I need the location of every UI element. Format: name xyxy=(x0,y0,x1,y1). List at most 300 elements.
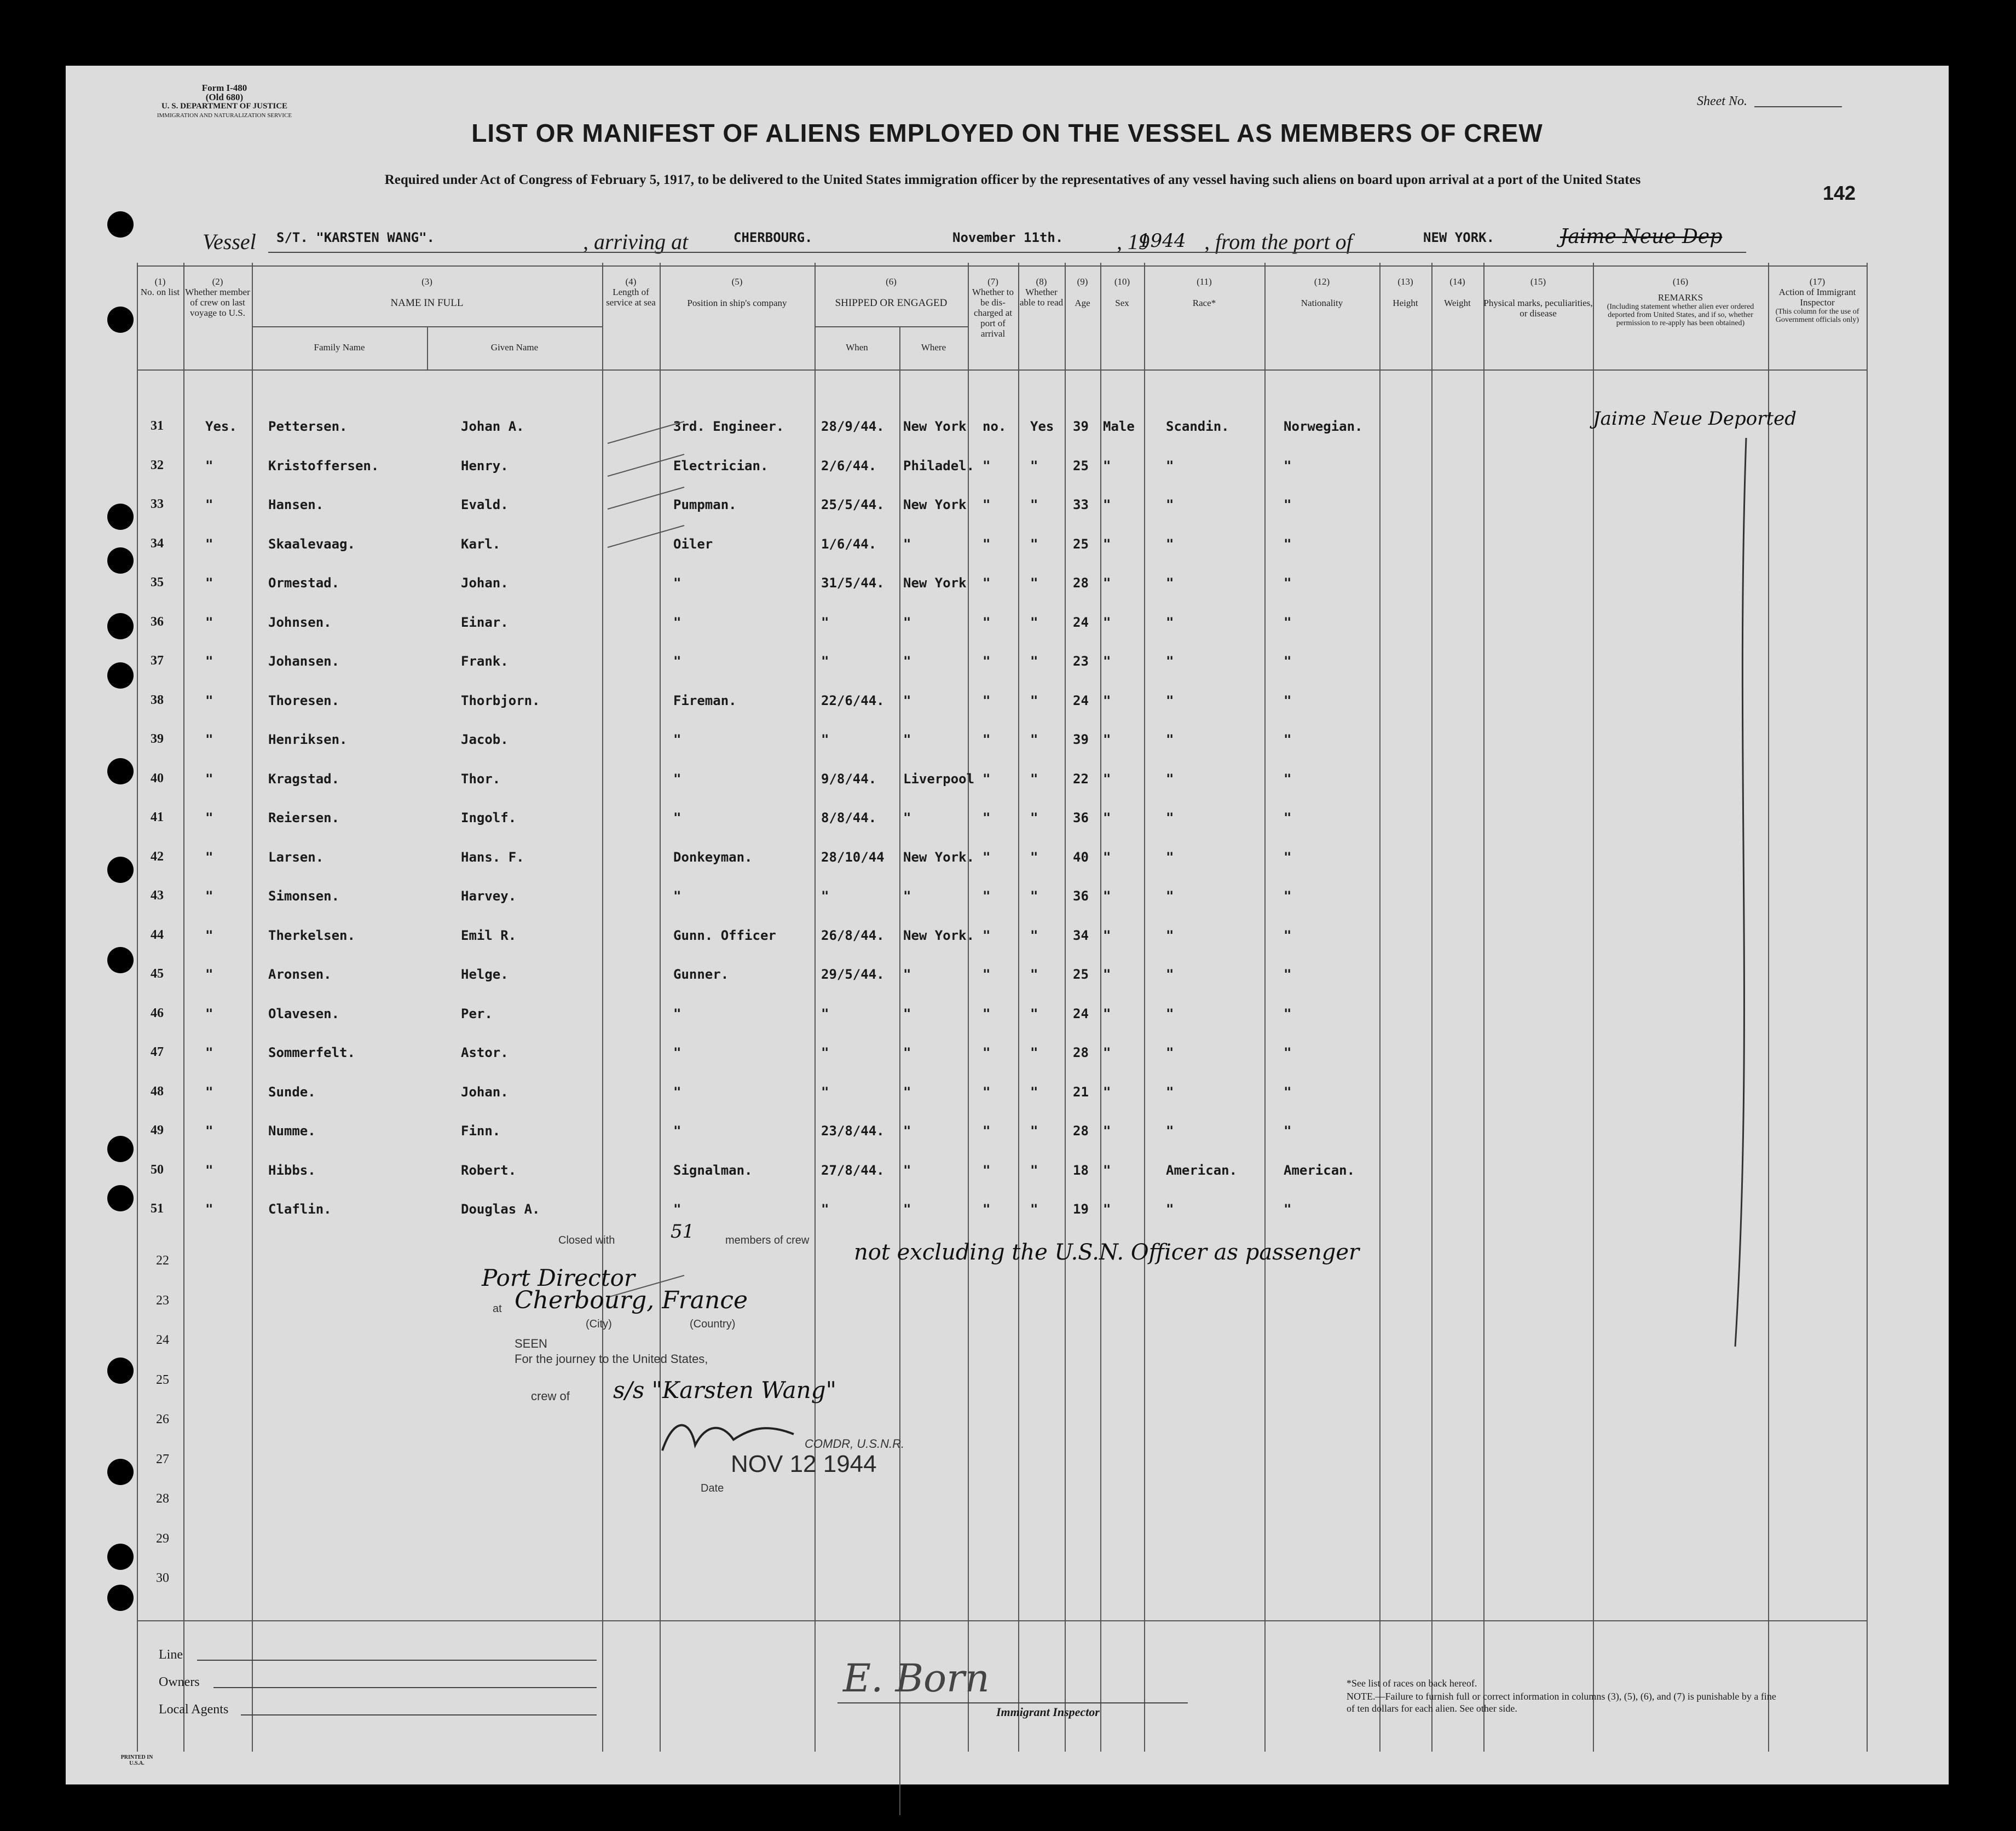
cell-discharged: " xyxy=(983,1006,991,1021)
cell-family: Olavesen. xyxy=(268,1006,340,1021)
cell-age: 25 xyxy=(1073,536,1089,552)
col-head-15: (15) Physical marks, peculiarities, or disease xyxy=(1483,276,1593,319)
cell-sex: " xyxy=(1103,1162,1111,1178)
cell-where: " xyxy=(903,888,911,904)
punch-hole xyxy=(107,1544,134,1570)
members-label: members of crew xyxy=(725,1234,810,1246)
year-prefix: , 19 xyxy=(1117,229,1149,254)
row-number: 46 xyxy=(151,1006,164,1020)
from-port: NEW YORK. xyxy=(1423,230,1495,245)
cell-given: Henry. xyxy=(461,458,509,473)
cell-nationality: " xyxy=(1284,692,1292,708)
cell-when: 22/6/44. xyxy=(821,692,885,708)
cell-nationality: " xyxy=(1284,849,1292,865)
cell-when: 28/9/44. xyxy=(821,419,885,434)
cell-family: Reiersen. xyxy=(268,810,340,825)
from-port-label: , from the port of xyxy=(1204,229,1353,254)
line-label: Line xyxy=(159,1648,183,1662)
row-number: 39 xyxy=(151,732,164,746)
cell-race: " xyxy=(1166,1045,1174,1060)
cell-prev: " xyxy=(205,771,213,787)
cell-race: " xyxy=(1166,575,1174,591)
city-label: (City) xyxy=(586,1318,612,1330)
cell-age: 24 xyxy=(1073,614,1089,630)
cell-family: Sommerfelt. xyxy=(268,1045,355,1060)
punch-hole xyxy=(107,211,134,238)
cell-where: New York. xyxy=(903,927,975,943)
cell-read: " xyxy=(1030,1084,1038,1100)
cell-when: 31/5/44. xyxy=(821,575,885,591)
row-number: 35 xyxy=(151,575,164,590)
cell-given: Finn. xyxy=(461,1123,501,1139)
cell-race: " xyxy=(1166,771,1174,787)
cell-age: 25 xyxy=(1073,967,1089,982)
cell-position: Donkeyman. xyxy=(673,849,753,865)
punch-hole xyxy=(107,1185,134,1211)
cell-when: " xyxy=(821,732,829,747)
col-head-6-where: Where xyxy=(921,342,946,353)
cell-where: " xyxy=(903,967,911,982)
row-number: 25 xyxy=(156,1372,169,1387)
cell-race: American. xyxy=(1166,1162,1238,1178)
cell-nationality: " xyxy=(1284,771,1292,787)
cell-nationality: " xyxy=(1284,1045,1292,1060)
cell-sex: " xyxy=(1103,888,1111,904)
closing-note: not excluding the U.S.N. Officer as passenger xyxy=(854,1240,1360,1265)
col-head-4: (4) Length of service at sea xyxy=(606,276,656,308)
cell-nationality: " xyxy=(1284,654,1292,669)
col-head-8: (8) Whether able to read xyxy=(1019,276,1064,308)
cell-prev: " xyxy=(205,888,213,904)
cell-when: " xyxy=(821,888,829,904)
row-number: 47 xyxy=(151,1045,164,1059)
cell-where: " xyxy=(903,692,911,708)
struck-handwriting: Jaime Neue Dep xyxy=(1560,226,1723,248)
cell-read: " xyxy=(1030,1202,1038,1217)
cell-when: 27/8/44. xyxy=(821,1162,885,1178)
crew-of-label: crew of xyxy=(531,1389,570,1403)
cell-family: Johansen. xyxy=(268,654,340,669)
row-number: 28 xyxy=(156,1492,169,1506)
cell-nationality: " xyxy=(1284,810,1292,825)
sheet-number-line xyxy=(1754,106,1842,107)
cell-given: Emil R. xyxy=(461,927,517,943)
row-number: 50 xyxy=(151,1162,164,1177)
cell-family: Henriksen. xyxy=(268,732,348,747)
cell-prev: " xyxy=(205,575,213,591)
cell-prev: " xyxy=(205,497,213,512)
cell-when: 8/8/44. xyxy=(821,810,877,825)
inspector-rule xyxy=(837,1702,1188,1703)
row-number: 31 xyxy=(151,419,164,433)
cell-position: " xyxy=(673,732,681,747)
fine-note: NOTE.—Failure to furnish full or correct information in columns (3), (5), (6), and (7) is punishable by a fine of ten dollars for each alien. See other side. xyxy=(1347,1691,1776,1714)
cell-sex: " xyxy=(1103,1123,1111,1139)
date-label: Date xyxy=(701,1482,724,1494)
cell-family: Ormestad. xyxy=(268,575,340,591)
cell-read: " xyxy=(1030,1162,1038,1178)
sheet-number-label: Sheet No. xyxy=(1697,94,1747,108)
cell-prev: " xyxy=(205,536,213,552)
races-note: *See list of races on back hereof. xyxy=(1347,1678,1477,1689)
cell-age: 28 xyxy=(1073,575,1089,591)
cell-race: " xyxy=(1166,497,1174,512)
cell-family: Kragstad. xyxy=(268,771,340,787)
row-number: 43 xyxy=(151,888,164,903)
cell-discharged: " xyxy=(983,654,991,669)
cell-read: " xyxy=(1030,810,1038,825)
row-number: 51 xyxy=(151,1202,164,1216)
cell-where: " xyxy=(903,654,911,669)
cell-age: 28 xyxy=(1073,1123,1089,1139)
cell-sex: " xyxy=(1103,692,1111,708)
cell-race: " xyxy=(1166,1084,1174,1100)
cell-age: 28 xyxy=(1073,1045,1089,1060)
page-subtitle: Required under Act of Congress of February 5, 1917, to be delivered to the United States immigration officer by the representatives of any vessel having such aliens on board upon arrival at a port of the United States xyxy=(384,172,1641,187)
row-number: 23 xyxy=(156,1293,169,1308)
cell-sex: " xyxy=(1103,458,1111,473)
cell-discharged: " xyxy=(983,1123,991,1139)
cell-age: 19 xyxy=(1073,1202,1089,1217)
page-number: 142 xyxy=(1823,182,1856,204)
cell-race: " xyxy=(1166,810,1174,825)
cell-prev: " xyxy=(205,1084,213,1100)
cell-read: " xyxy=(1030,732,1038,747)
col-rule xyxy=(1264,263,1266,1752)
cell-given: Johan. xyxy=(461,575,509,591)
cell-discharged: " xyxy=(983,692,991,708)
cell-family: Hibbs. xyxy=(268,1162,316,1178)
cell-when: " xyxy=(821,614,829,630)
cell-given: Thor. xyxy=(461,771,501,787)
cell-race: " xyxy=(1166,536,1174,552)
row-number: 33 xyxy=(151,497,164,511)
col-head-6: (6) SHIPPED OR ENGAGED xyxy=(835,276,948,309)
punch-hole xyxy=(107,1136,134,1162)
cell-where: " xyxy=(903,1123,911,1139)
cell-age: 22 xyxy=(1073,771,1089,787)
cell-given: Robert. xyxy=(461,1162,517,1178)
cell-prev: " xyxy=(205,614,213,630)
cell-sex: " xyxy=(1103,1045,1111,1060)
inspector-label: Immigrant Inspector xyxy=(996,1705,1100,1719)
row-number: 45 xyxy=(151,967,164,981)
cell-where: New York. xyxy=(903,849,975,865)
cell-discharged: " xyxy=(983,888,991,904)
owners-rule xyxy=(213,1687,597,1688)
col-head-3: (3) NAME IN FULL xyxy=(390,276,464,309)
col-rule xyxy=(1065,263,1066,1752)
manifest-sheet xyxy=(66,66,1949,1784)
cell-position: Electrician. xyxy=(673,458,769,473)
cell-race: " xyxy=(1166,692,1174,708)
cell-read: " xyxy=(1030,1123,1038,1139)
cell-race: Scandin. xyxy=(1166,419,1229,434)
col-head-5: (5) Position in ship's company xyxy=(687,276,787,308)
punch-hole xyxy=(107,947,134,973)
cell-where: Philadel. xyxy=(903,458,975,473)
cell-nationality: " xyxy=(1284,575,1292,591)
cell-read: " xyxy=(1030,888,1038,904)
col-head-7: (7) Whether to be dis-charged at port of arrival xyxy=(972,276,1014,339)
cell-age: 33 xyxy=(1073,497,1089,512)
cell-discharged: " xyxy=(983,1162,991,1178)
cell-position: Oiler xyxy=(673,536,713,552)
row-number: 32 xyxy=(151,458,164,472)
cell-given: Evald. xyxy=(461,497,509,512)
cell-given: Jacob. xyxy=(461,732,509,747)
table-top-rule xyxy=(137,265,1867,267)
punch-hole xyxy=(107,504,134,530)
col-rule xyxy=(968,263,969,1752)
punch-hole xyxy=(107,1585,134,1611)
cell-age: 21 xyxy=(1073,1084,1089,1100)
arriving-label: , arriving at xyxy=(583,229,689,254)
cell-discharged: " xyxy=(983,849,991,865)
cell-where: " xyxy=(903,536,911,552)
crew-ship-handwriting: s/s "Karsten Wang" xyxy=(613,1377,836,1403)
col-rule xyxy=(1483,263,1484,1752)
cell-where: New York xyxy=(903,419,967,434)
journey-label: For the journey to the United States, xyxy=(515,1352,708,1366)
cell-prev: " xyxy=(205,458,213,473)
cell-given: Einar. xyxy=(461,614,509,630)
cell-nationality: " xyxy=(1284,536,1292,552)
col-rule xyxy=(1100,263,1101,1752)
cell-when: 23/8/44. xyxy=(821,1123,885,1139)
col-rule xyxy=(1768,263,1769,1752)
punch-hole xyxy=(107,662,134,689)
remarks-handwriting: Jaime Neue Deported xyxy=(1593,408,1797,430)
cell-read: " xyxy=(1030,927,1038,943)
department-name: U. S. DEPARTMENT OF JUSTICE xyxy=(161,102,288,111)
row-number: 30 xyxy=(156,1571,169,1585)
cell-given: Astor. xyxy=(461,1045,509,1060)
cell-read: " xyxy=(1030,771,1038,787)
page-title: LIST OR MANIFEST OF ALIENS EMPLOYED ON THE VESSEL AS MEMBERS OF CREW xyxy=(471,119,1543,147)
cell-sex: " xyxy=(1103,967,1111,982)
col-head-13: (13) Height xyxy=(1393,276,1418,308)
cell-discharged: " xyxy=(983,458,991,473)
cell-prev: " xyxy=(205,849,213,865)
service-name: IMMIGRATION AND NATURALIZATION SERVICE xyxy=(157,112,292,119)
cell-age: 23 xyxy=(1073,654,1089,669)
cell-where: " xyxy=(903,614,911,630)
cell-discharged: " xyxy=(983,1045,991,1060)
cell-family: Therkelsen. xyxy=(268,927,355,943)
cell-sex: Male xyxy=(1103,419,1135,434)
cell-nationality: " xyxy=(1284,1084,1292,1100)
cell-where: " xyxy=(903,1084,911,1100)
cell-where: " xyxy=(903,1162,911,1178)
row-number: 38 xyxy=(151,692,164,707)
cell-given: Ingolf. xyxy=(461,810,517,825)
row-number: 27 xyxy=(156,1452,169,1466)
cell-prev: " xyxy=(205,692,213,708)
cell-given: Helge. xyxy=(461,967,509,982)
cell-nationality: " xyxy=(1284,1202,1292,1217)
cell-discharged: no. xyxy=(983,419,1007,434)
cell-nationality: " xyxy=(1284,497,1292,512)
cell-position: " xyxy=(673,614,681,630)
punch-hole xyxy=(107,758,134,784)
cell-read: " xyxy=(1030,692,1038,708)
cell-prev: " xyxy=(205,1045,213,1060)
cell-nationality: " xyxy=(1284,1123,1292,1139)
col-rule xyxy=(1593,263,1594,1752)
col-rule xyxy=(252,263,253,1752)
cell-given: Johan A. xyxy=(461,419,524,434)
cell-age: 34 xyxy=(1073,927,1089,943)
cell-given: Douglas A. xyxy=(461,1202,540,1217)
cell-race: " xyxy=(1166,1202,1174,1217)
cell-race: " xyxy=(1166,614,1174,630)
cell-when: " xyxy=(821,1202,829,1217)
cell-sex: " xyxy=(1103,536,1111,552)
cell-discharged: " xyxy=(983,614,991,630)
row-number: 24 xyxy=(156,1333,169,1347)
punch-hole xyxy=(107,857,134,883)
cell-race: " xyxy=(1166,458,1174,473)
row-number: 49 xyxy=(151,1123,164,1137)
cell-prev: " xyxy=(205,967,213,982)
arrival-date: November 11th. xyxy=(952,230,1064,245)
vessel-label: Vessel xyxy=(203,229,256,254)
cell-prev: " xyxy=(205,654,213,669)
row-number: 48 xyxy=(151,1084,164,1099)
cell-read: " xyxy=(1030,849,1038,865)
inspector-signature: E. Born xyxy=(843,1656,990,1701)
cell-position: Signalman. xyxy=(673,1162,753,1178)
cell-position: Pumpman. xyxy=(673,497,737,512)
cell-when: 29/5/44. xyxy=(821,967,885,982)
cell-read: " xyxy=(1030,614,1038,630)
line-rule xyxy=(197,1660,597,1661)
cell-sex: " xyxy=(1103,1202,1111,1217)
vessel-name: S/T. "KARSTEN WANG". xyxy=(276,230,435,245)
agents-rule xyxy=(241,1714,597,1716)
cell-position: " xyxy=(673,888,681,904)
cell-sex: " xyxy=(1103,771,1111,787)
cell-position: 3rd. Engineer. xyxy=(673,419,784,434)
cell-nationality: " xyxy=(1284,967,1292,982)
cell-sex: " xyxy=(1103,497,1111,512)
cell-given: Thorbjorn. xyxy=(461,692,540,708)
cell-position: " xyxy=(673,1006,681,1021)
cell-where: " xyxy=(903,1006,911,1021)
cell-sex: " xyxy=(1103,810,1111,825)
cell-family: Aronsen. xyxy=(268,967,332,982)
cell-position: " xyxy=(673,1084,681,1100)
cell-sex: " xyxy=(1103,732,1111,747)
cell-nationality: " xyxy=(1284,458,1292,473)
cell-read: " xyxy=(1030,497,1038,512)
cell-prev: " xyxy=(205,732,213,747)
cell-age: 18 xyxy=(1073,1162,1089,1178)
cell-read: " xyxy=(1030,1006,1038,1021)
row-number: 42 xyxy=(151,849,164,864)
cell-when: " xyxy=(821,654,829,669)
cell-sex: " xyxy=(1103,654,1111,669)
punch-hole xyxy=(107,307,134,333)
cell-nationality: " xyxy=(1284,614,1292,630)
cell-where: " xyxy=(903,1045,911,1060)
cell-sex: " xyxy=(1103,1006,1111,1021)
col-head-11: (11) Race* xyxy=(1192,276,1216,308)
form-number: Form I-480 xyxy=(201,83,247,93)
col-rule xyxy=(183,263,184,1752)
col-rule xyxy=(1379,263,1380,1752)
cell-discharged: " xyxy=(983,732,991,747)
col-rule xyxy=(815,263,816,1752)
cell-prev: " xyxy=(205,810,213,825)
row-number: 37 xyxy=(151,654,164,668)
cell-family: Claflin. xyxy=(268,1202,332,1217)
row-number: 40 xyxy=(151,771,164,785)
cell-nationality: " xyxy=(1284,732,1292,747)
punch-hole xyxy=(107,1358,134,1384)
local-agents-label: Local Agents xyxy=(159,1702,229,1717)
col-head-1: (1) No. on list xyxy=(140,276,180,297)
city-handwriting: Cherbourg, France xyxy=(515,1286,748,1314)
cell-age: 36 xyxy=(1073,888,1089,904)
cell-read: " xyxy=(1030,575,1038,591)
col-rule xyxy=(899,326,900,1815)
cell-family: Sunde. xyxy=(268,1084,316,1100)
cell-where: New York xyxy=(903,497,967,512)
table-bottom-rule xyxy=(137,1620,1867,1621)
cell-age: 24 xyxy=(1073,692,1089,708)
cell-discharged: " xyxy=(983,497,991,512)
row-number: 44 xyxy=(151,927,164,942)
cell-discharged: " xyxy=(983,1202,991,1217)
cell-discharged: " xyxy=(983,536,991,552)
cell-discharged: " xyxy=(983,771,991,787)
cell-when: 25/5/44. xyxy=(821,497,885,512)
col-head-6-when: When xyxy=(846,342,868,353)
printer-mark: PRINTED IN U.S.A. xyxy=(120,1754,153,1766)
cell-discharged: " xyxy=(983,575,991,591)
cell-given: Hans. F. xyxy=(461,849,524,865)
cell-read: " xyxy=(1030,536,1038,552)
cell-race: " xyxy=(1166,732,1174,747)
cell-position: " xyxy=(673,1202,681,1217)
seen-label: SEEN xyxy=(515,1337,547,1350)
punch-hole xyxy=(107,1459,134,1485)
cell-family: Simonsen. xyxy=(268,888,340,904)
cell-age: 39 xyxy=(1073,732,1089,747)
form-old-number: (Old 680) xyxy=(205,92,244,102)
cell-when: 26/8/44. xyxy=(821,927,885,943)
col-head-16: (16) REMARKS (Including statement whether alien ever ordered deported from United States, and if so, whether permission to re-apply has been obtained) xyxy=(1607,276,1754,327)
cell-position: " xyxy=(673,771,681,787)
cell-prev: " xyxy=(205,927,213,943)
cell-race: " xyxy=(1166,927,1174,943)
form-block xyxy=(142,83,307,120)
cell-when: 9/8/44. xyxy=(821,771,877,787)
cell-age: 39 xyxy=(1073,419,1089,434)
date-stamp: NOV 12 1944 xyxy=(731,1451,877,1477)
cell-prev: " xyxy=(205,1006,213,1021)
col-head-2: (2) Whether member of crew on last voyage to U.S. xyxy=(185,276,250,318)
cell-where: Liverpool xyxy=(903,771,975,787)
cell-when: " xyxy=(821,1084,829,1100)
cell-when: 28/10/44 xyxy=(821,849,885,865)
shipped-subheader-rule xyxy=(815,326,968,327)
col-rule xyxy=(1144,263,1145,1752)
col-rule xyxy=(137,263,138,1752)
cell-age: 40 xyxy=(1073,849,1089,865)
